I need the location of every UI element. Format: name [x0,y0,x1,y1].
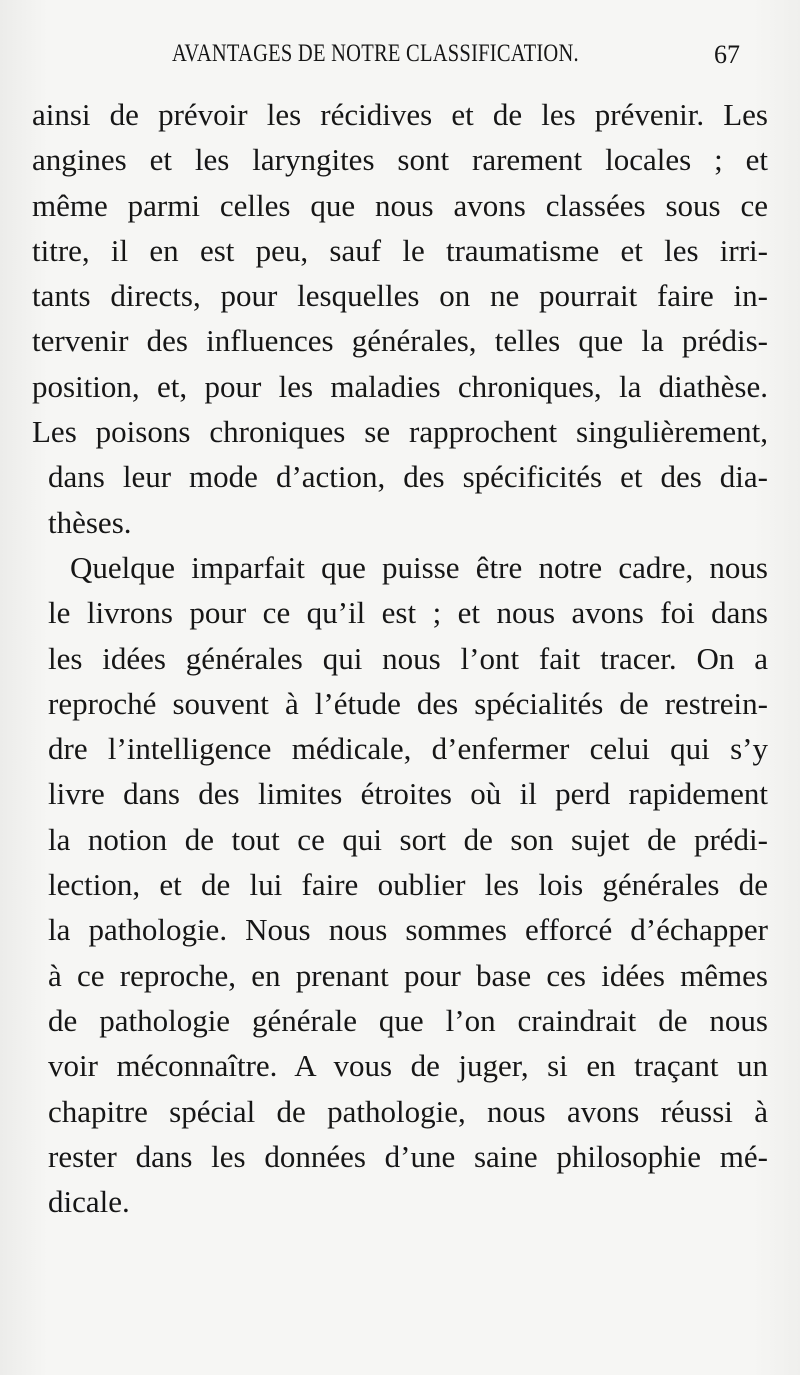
text-line: tervenir des influences générales, telles que la prédis- [32,323,768,359]
text-line: ainsi de prévoir les récidives et de les prévenir. Les [32,97,768,132]
text-line: dans leur mode d’action, des spécificités et des dia- [48,459,768,495]
text-line: la notion de tout ce qui sort de son sujet de prédi- [48,821,768,857]
text-line: Les poisons chroniques se rapprochent singulièrement, [32,414,768,450]
text-line: de pathologie générale que l’on craindrait de nous [48,1002,768,1038]
text-line: tants directs, pour lesquelles on ne pourrait faire in- [32,278,768,314]
text-line: même parmi celles que nous avons classées sous ce [32,187,768,223]
text-line: livre dans des limites étroites où il perd rapidement [48,776,768,812]
running-title: AVANTAGES DE NOTRE CLASSIFICATION. [172,40,579,67]
text-line: titre, il en est peu, sauf le traumatisme et les irri- [32,232,768,268]
paragraph-first-line: Quelque imparfait que puisse être notre cadre, nous [70,549,768,585]
text-line: dre l’intelligence médicale, d’enfermer celui qui s’y [48,731,768,767]
text-line: rester dans les données d’une saine philosophie mé- [48,1138,768,1174]
text-line: la pathologie. Nous nous sommes efforcé d’échapper [48,912,768,948]
text-line: dicale. [48,1184,130,1220]
text-line: thèses. [48,504,132,540]
text-line: position, et, pour les maladies chroniques, la diathèse. [32,368,768,404]
text-line: lection, et de lui faire oublier les lois générales de [48,867,768,903]
running-head [0,40,800,76]
text-line: à ce reproche, en prenant pour base ces idées mêmes [48,957,768,993]
text-line: les idées générales qui nous l’ont fait tracer. On a [48,640,768,676]
text-line: le livrons pour ce qu’il est ; et nous avons foi dans [48,595,768,631]
text-line: voir méconnaître. A vous de juger, si en traçant un [48,1048,768,1084]
body-text [32,92,768,1224]
text-line: chapitre spécial de pathologie, nous avons réussi à [48,1093,768,1129]
text-line: angines et les laryngites sont rarement locales ; et [32,142,768,178]
page-number: 67 [714,40,740,69]
text-line: reproché souvent à l’étude des spécialités de restrein- [48,685,768,721]
